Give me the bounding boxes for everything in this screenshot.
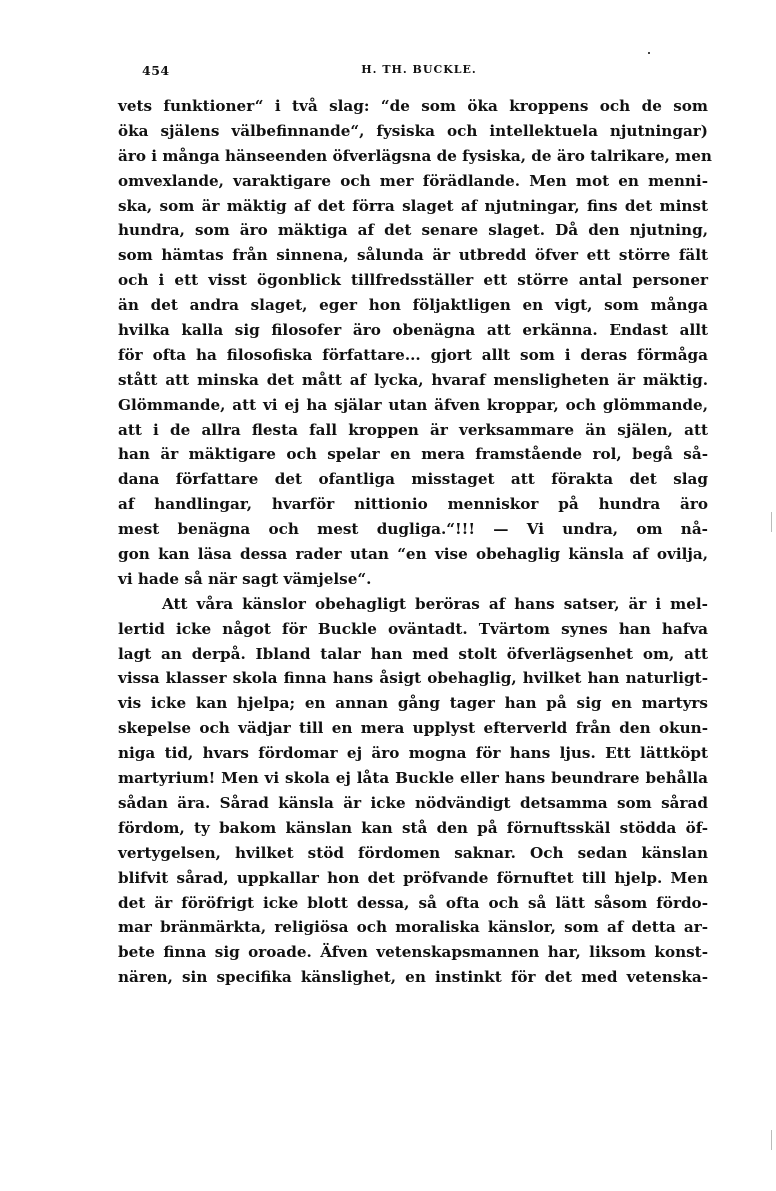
text-line: vertygelsen, hvilket stöd fördomen saknar. Och sedan känslan <box>118 843 708 862</box>
paragraph-end-line: vi hade så när sagt vämjelse“. <box>118 569 372 588</box>
text-line: omvexlande, varaktigare och mer förädlande. Men mot en menni- <box>118 171 708 190</box>
text-line: stått att minska det mått af lycka, hvaraf mensligheten är mäktig. <box>118 370 708 389</box>
text-line: mar bränmärkta, religiösa och moraliska känslor, som af detta ar- <box>118 918 708 937</box>
running-head: H. TH. BUCKLE. <box>361 63 477 76</box>
text-line: lagt an derpå. Ibland talar han med stolt öfverlägsenhet om, att <box>118 644 708 663</box>
text-line: niga tid, hvars fördomar ej äro mogna för hans ljus. Ett lättköpt <box>118 744 708 763</box>
text-line: blifvit sårad, uppkallar hon det pröfvande förnuftet till hjelp. Men <box>118 868 708 887</box>
scan-margin-mark <box>771 1130 772 1150</box>
text-line: och i ett visst ögonblick tillfredsställer ett större antal personer <box>118 271 708 290</box>
text-line: nären, sin specifika känslighet, en instinkt för det med vetenska- <box>118 968 708 987</box>
text-line: martyrium! Men vi skola ej låta Buckle eller hans beundrare behålla <box>118 769 708 788</box>
text-line: hvilka kalla sig filosofer äro obenägna att erkänna. Endast allt <box>118 321 708 340</box>
text-line: fördom, ty bakom känslan kan stå den på förnuftsskäl stödda öf- <box>118 818 708 837</box>
text-line: ska, som är mäktig af det förra slaget af njutningar, fins det minst <box>118 196 708 215</box>
text-line: att i de allra flesta fall kroppen är verksammare än själen, att <box>118 420 708 439</box>
text-line: än det andra slaget, eger hon följaktligen en vigt, som många <box>118 296 708 315</box>
text-line: mest benägna och mest dugliga.“!!! — Vi undra, om nå- <box>118 520 708 539</box>
text-line: vets funktioner“ i två slag: “de som öka kroppens och de som <box>118 97 708 115</box>
text-line: af handlingar, hvarför nittionio menniskor på hundra äro <box>118 495 708 514</box>
page-number: 454 <box>142 63 170 78</box>
text-line: bete finna sig oroade. Äfven vetenskapsmannen har, liksom konst- <box>118 943 708 962</box>
body-text <box>118 94 712 990</box>
text-line: Glömmande, att vi ej ha själar utan äfven kroppar, och glömmande, <box>118 395 708 414</box>
text-line: hundra, som äro mäktiga af det senare slaget. Då den njutning, <box>118 221 708 240</box>
text-line: skepelse och vädjar till en mera upplyst efterverld från den okun- <box>118 719 708 738</box>
paragraph-start-line: Att våra känslor obehagligt beröras af hans satser, är i mel- <box>162 594 708 613</box>
text-line: äro i många hänseenden öfverlägsna de fysiska, de äro talrikare, men <box>118 146 712 165</box>
text-line: det är föröfrigt icke blott dessa, så ofta och så lätt såsom fördo- <box>118 893 708 912</box>
text-line: vis icke kan hjelpa; en annan gång tager han på sig en martyrs <box>118 694 708 713</box>
text-line: dana författare det ofantliga misstaget att förakta det slag <box>118 470 708 489</box>
text-line: för ofta ha filosofiska författare... gjort allt som i deras förmåga <box>118 345 708 364</box>
scan-margin-mark <box>771 512 772 532</box>
text-line: han är mäktigare och spelar en mera framstående rol, begå så- <box>118 445 708 464</box>
page-header <box>130 63 708 85</box>
text-line: sådan ära. Sårad känsla är icke nödvändigt detsamma som sårad <box>118 793 708 812</box>
text-line: vissa klasser skola finna hans åsigt obehaglig, hvilket han naturligt- <box>118 669 708 688</box>
text-line: som hämtas från sinnena, sålunda är utbredd öfver ett större fält <box>118 246 708 265</box>
speck-mark <box>648 52 650 54</box>
text-line: lertid icke något för Buckle oväntadt. Tvärtom synes han hafva <box>118 619 708 638</box>
text-line: öka själens välbefinnande“, fysiska och intellektuela njutningar) <box>118 121 708 140</box>
text-line: gon kan läsa dessa rader utan “en vise obehaglig känsla af ovilja, <box>118 545 708 564</box>
